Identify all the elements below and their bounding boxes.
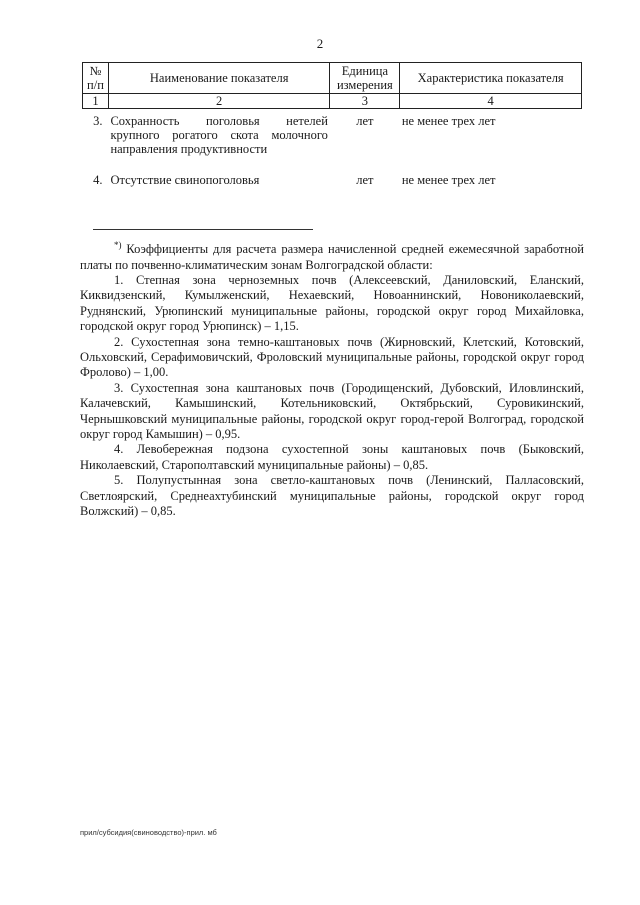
row-name: Отсутствие свинопоголовья bbox=[110, 173, 260, 187]
row-characteristic: не менее трех лет bbox=[401, 114, 496, 128]
column-number: 4 bbox=[400, 94, 582, 109]
row-unit: лет bbox=[356, 173, 374, 187]
column-number: 1 bbox=[83, 94, 109, 109]
page-number: 2 bbox=[316, 36, 324, 51]
footnote-intro: *) Коэффициенты для расчета размера начисленной средней ежемесячной заработной платы по почвенно-климатическим зонам Волгоградской области: bbox=[80, 240, 584, 272]
row-characteristic: не менее трех лет bbox=[401, 173, 496, 187]
column-number: 3 bbox=[330, 94, 400, 109]
column-number: 2 bbox=[108, 94, 329, 109]
footnote-item: 5. Полупустынная зона светло-каштановых почв (Ленинский, Палласовский, Светлоярский, Среднеахтубинский муниципальные районы, городской округ город Волжский) – 0,85. bbox=[80, 473, 584, 519]
column-numbers-row bbox=[83, 94, 582, 109]
header-characteristic: Характеристика показателя bbox=[400, 63, 582, 94]
footnotes bbox=[80, 238, 584, 519]
header-name: Наименование показателя bbox=[108, 63, 329, 94]
footnote-item: 2. Сухостепная зона темно-каштановых почв (Жирновский, Клетский, Котовский, Ольховский, Серафимовичский, Фроловский муниципальные районы, городской округ город Фролово) – 1,00. bbox=[80, 334, 584, 380]
footnote-item: 3. Сухостепная зона каштановых почв (Городищенский, Дубовский, Иловлинский, Калачевский, Камышинский, Котельниковский, Октябрьский, Суровикинский, Чернышковский муниципальные районы, городской округ город-герой Волгоград, городской округ город Камышин) – 0,95. bbox=[80, 380, 584, 442]
footnote-item: 1. Степная зона черноземных почв (Алексеевский, Даниловский, Еланский, Киквидзенский, Кумылженский, Нехаевский, Новоаннинский, Новониколаевский, Руднянский, Урюпинский муниципальные районы, городской округ город Михайловка, городской округ город Урюпинск) – 1,15. bbox=[80, 272, 584, 334]
row-unit: лет bbox=[356, 114, 374, 128]
table-row bbox=[83, 109, 582, 157]
indicators-table bbox=[82, 62, 582, 187]
footnote-item: 4. Левобережная подзона сухостепной зоны каштановых почв (Быковский, Николаевский, Старополтавский муниципальные районы) – 0,85. bbox=[80, 442, 584, 472]
row-number: 3. bbox=[93, 114, 103, 128]
header-unit: Единица измерения bbox=[330, 63, 400, 94]
footnote-divider bbox=[93, 229, 313, 230]
row-number: 4. bbox=[93, 173, 103, 187]
table-row bbox=[83, 168, 582, 187]
header-num: № п/п bbox=[83, 63, 109, 94]
footnote-marker: *) bbox=[114, 240, 122, 250]
row-name: Сохранность поголовья нетелей крупного рогатого скота молочного направления продуктивности bbox=[110, 114, 328, 156]
table-header-row bbox=[83, 63, 582, 94]
document-code: прил/субсидия(свиноводство)-прил. мб bbox=[80, 828, 217, 837]
